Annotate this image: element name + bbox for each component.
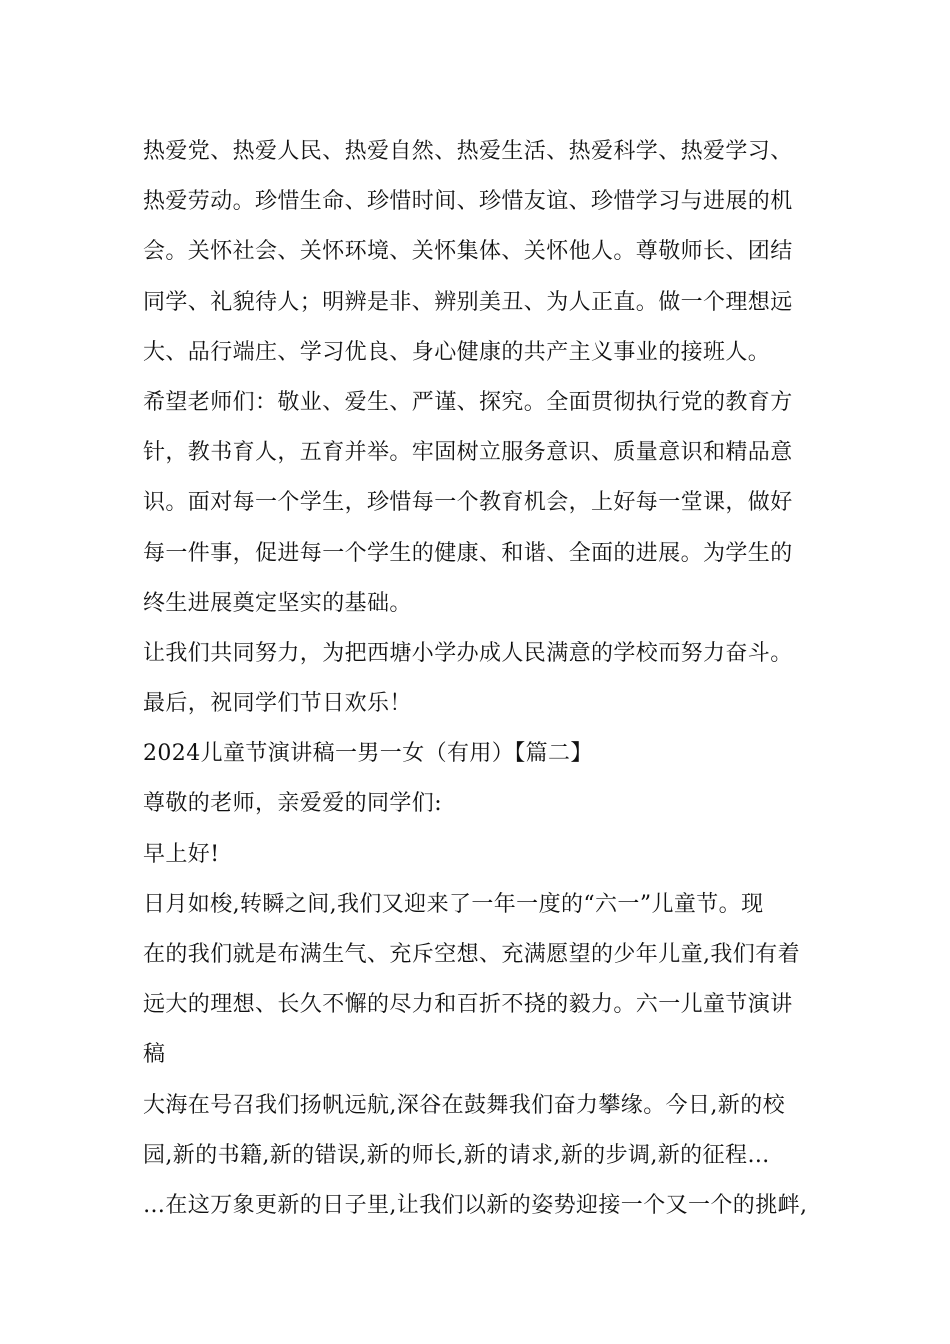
text-line: 希望老师们：敬业、爱生、严谨、探究。全面贯彻执行党的教育方 xyxy=(143,389,793,415)
text-line: 最后，祝同学们节日欢乐！ xyxy=(143,691,412,717)
text-line: 热爱党、热爱人民、热爱自然、热爱生活、热爱科学、热爱学习、 xyxy=(143,139,793,164)
text-line: 大海在号召我们扬帆远航,深谷在鼓舞我们奋力攀缘。今日,新的校 xyxy=(143,1092,785,1118)
text-line: 大、品行端庄、学习优良、身心健康的共产主义事业的接班人。 xyxy=(143,339,771,365)
text-line: 热爱劳动。珍惜生命、珍惜时间、珍惜友谊、珍惜学习与进展的机 xyxy=(143,189,793,215)
text-line: 日月如梭,转瞬之间,我们又迎来了一年一度的“六一”儿童节。现 xyxy=(143,891,764,917)
text-line: 远大的理想、长久不懈的尽力和百折不挠的毅力。六一儿童节演讲 xyxy=(143,992,793,1018)
text-line: 让我们共同努力，为把西塘小学办成人民满意的学校而努力奋斗。 xyxy=(143,640,793,666)
text-line: 早上好! xyxy=(143,841,220,867)
document-body xyxy=(143,127,823,1231)
text-line: 终生进展奠定坚实的基础。 xyxy=(143,590,412,616)
text-line: 每一件事，促进每一个学生的健康、和谐、全面的进展。为学生的 xyxy=(143,540,793,566)
text-line: 园,新的书籍,新的错误,新的师长,新的请求,新的步调,新的征程… xyxy=(143,1142,770,1168)
text-line: 针，教书育人，五育并举。牢固树立服务意识、质量意识和精品意 xyxy=(143,440,793,466)
text-line: 稿 xyxy=(143,1042,166,1068)
section-heading: 2024儿童节演讲稿一男一女（有用）【篇二】 xyxy=(143,741,593,767)
text-line: 会。关怀社会、关怀环境、关怀集体、关怀他人。尊敬师长、团结 xyxy=(143,239,793,265)
text-line: 尊敬的老师，亲爱爱的同学们: xyxy=(143,791,443,817)
text-line: 识。面对每一个学生，珍惜每一个教育机会，上好每一堂课，做好 xyxy=(143,490,793,516)
text-line: …在这万象更新的日子里,让我们以新的姿势迎接一个又一个的挑衅, xyxy=(143,1192,808,1218)
text-line: 同学、礼貌待人；明辨是非、辨别美丑、为人正直。做一个理想远 xyxy=(143,289,793,315)
text-line: 在的我们就是布满生气、充斥空想、充满愿望的少年儿童,我们有着 xyxy=(143,942,800,967)
